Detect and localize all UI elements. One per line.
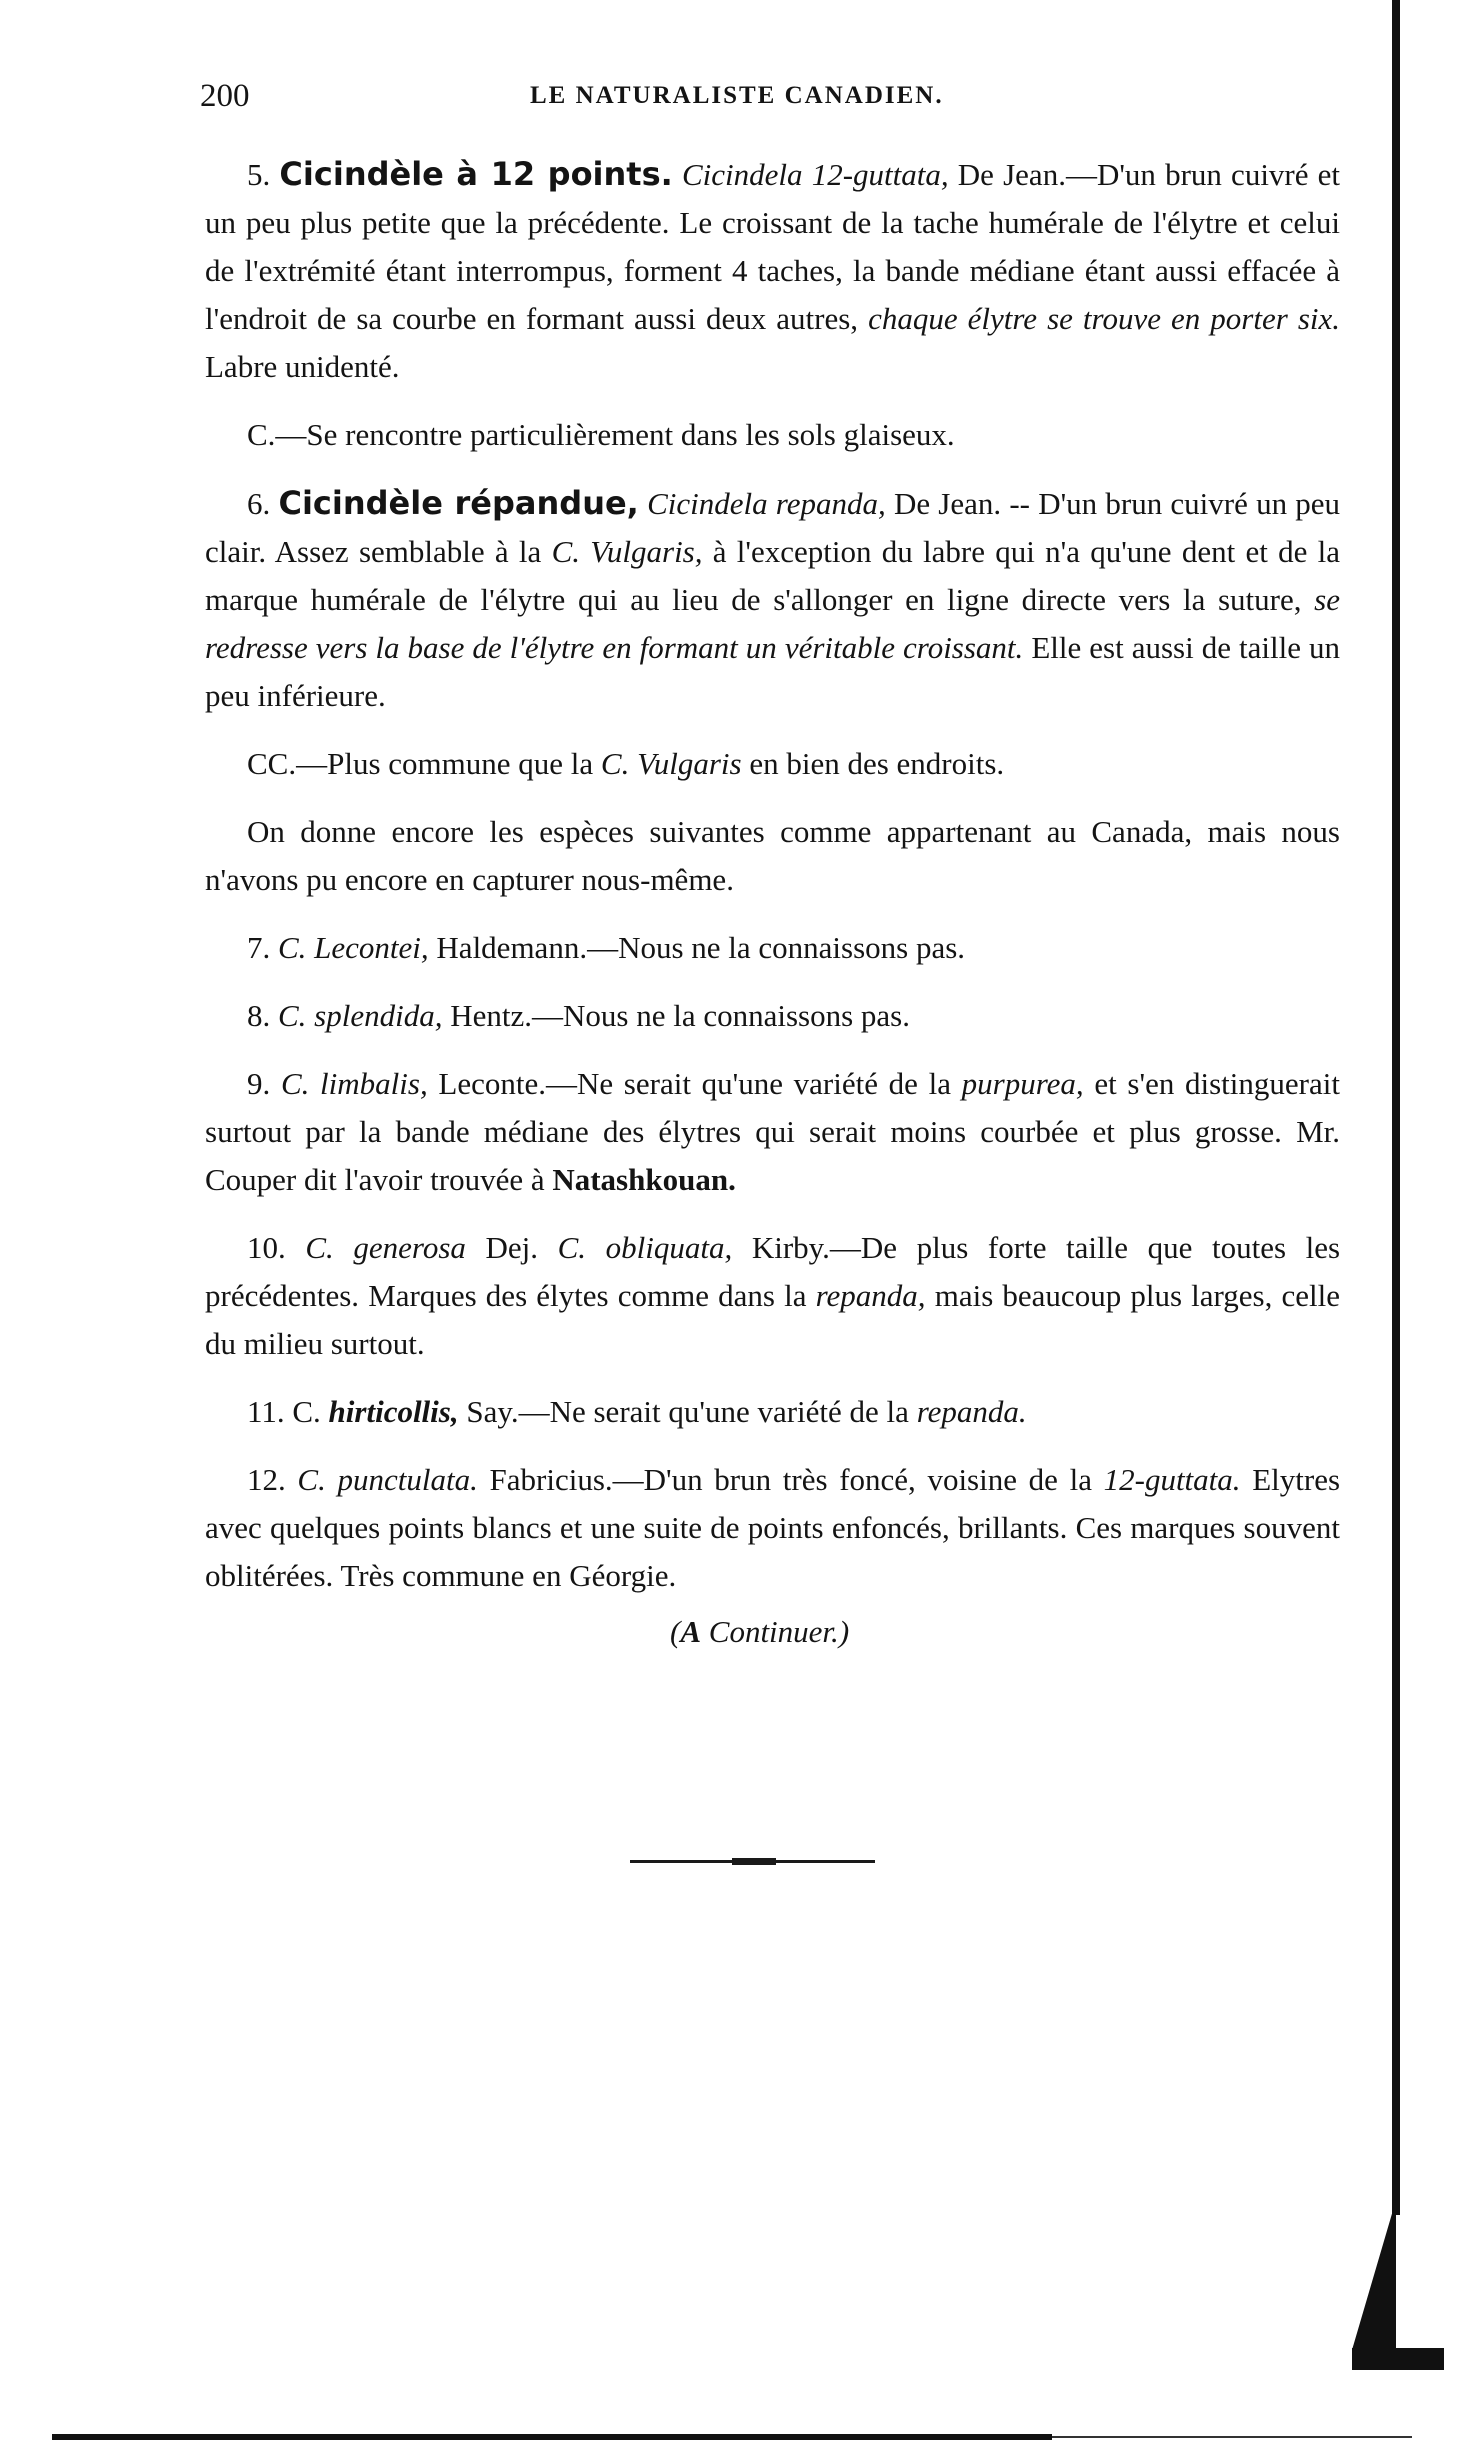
entry-5-number: 5. [247, 157, 271, 192]
section-end-rule [630, 1860, 875, 1863]
entry-8-number: 8. [247, 998, 271, 1033]
scan-edge-bottom [52, 2434, 1052, 2440]
scan-edge-right-base [1352, 2348, 1444, 2370]
scan-edge-right-foot [1352, 2200, 1396, 2350]
entry-8 [205, 992, 1340, 1040]
entry-5-text: De Jean.—D'un brun cuivré et un peu plus petite que la précédente. Le croissant de la tache humérale de l'élytre et celui de l'extrémité étant interrompus, forment 4 taches, la bande médiane étant aussi effacée à l'endroit de sa courbe en formant aussi deux autres, [205, 157, 1341, 336]
to-be-continued-open: ( [670, 1614, 681, 1649]
entry-11-reference: repanda. [916, 1394, 1027, 1429]
entry-10-author: Dej. [485, 1230, 539, 1265]
entry-5 [205, 150, 1340, 391]
entry-5-latin: Cicindela [681, 157, 803, 192]
entry-9-text-end: et s'en distinguerait surtout par la bande médiane des élytres qui serait moins courbée et plus grosse. Mr. Couper dit l'avoir trouvée à [205, 1066, 1340, 1197]
entry-6-occurrence [205, 740, 1340, 788]
entry-11-text: Say.—Ne serait qu'une variété de la [466, 1394, 909, 1429]
entry-10 [205, 1224, 1340, 1368]
entry-6-occurrence-text-end: en bien des endroits. [749, 746, 1005, 781]
page-number: 200 [200, 78, 250, 114]
other-species-note: On donne encore les espèces suivantes comme appartenant au Canada, mais nous n'avons pu encore en capturer nous-même. [205, 814, 1340, 897]
entry-10-name: C. generosa [305, 1230, 466, 1265]
entry-12-name: C. punctulata. [297, 1462, 478, 1497]
entry-10-reference: repanda, [815, 1278, 926, 1313]
entry-6 [205, 479, 1340, 720]
to-be-continued [205, 1608, 1340, 1656]
entry-5-latin-epithet: 12-guttata, [811, 157, 949, 192]
running-title: LE NATURALISTE CANADIEN. [530, 82, 944, 109]
entry-9-name: C. limbalis, [280, 1066, 428, 1101]
entry-6-reference: C. Vulgaris, [551, 534, 703, 569]
entry-6-occurrence-reference: C. Vulgaris [600, 746, 742, 781]
entry-10-text: Kirby.—De plus forte taille que toutes les précédentes. Marques des élytes comme dans la [205, 1230, 1341, 1313]
entry-12 [205, 1456, 1340, 1600]
entry-11 [205, 1388, 1340, 1436]
entry-9-place: Natashkouan. [552, 1162, 736, 1197]
entry-6-name: Cicindèle répandue, [278, 484, 639, 522]
entry-12-text: Fabricius.—D'un brun très foncé, voisine de la [489, 1462, 1092, 1497]
entry-10-synonym: C. obliquata, [557, 1230, 733, 1265]
entry-7 [205, 924, 1340, 972]
article-body [205, 150, 1340, 1656]
entry-12-number: 12. [247, 1462, 286, 1497]
entry-8-text: Hentz.—Nous ne la connaissons pas. [450, 998, 910, 1033]
entry-5-italic: chaque élytre se trouve en porter six. [868, 301, 1340, 336]
to-be-continued-a: A [680, 1614, 702, 1649]
to-be-continued-close: ) [838, 1614, 850, 1649]
entry-11-name: hirticollis, [328, 1394, 459, 1429]
entry-6-text-end: Elle est aussi de taille un peu inférieure. [205, 630, 1340, 713]
entry-8-name: C. splendida, [278, 998, 443, 1033]
entry-6-occurrence-text: CC.—Plus commune que la [247, 746, 594, 781]
entry-10-number: 10. [247, 1230, 286, 1265]
entry-9-text: Leconte.—Ne serait qu'une variété de la [438, 1066, 951, 1101]
entry-9-number: 9. [247, 1066, 271, 1101]
entry-9-reference: purpurea, [961, 1066, 1084, 1101]
entry-11-number: 11. [247, 1394, 285, 1429]
page-header [200, 78, 1330, 122]
entry-10-text-end: mais beaucoup plus larges, celle du milieu surtout. [205, 1278, 1341, 1361]
entry-5-name: Cicindèle à 12 points. [279, 155, 673, 193]
scan-edge-right [1392, 0, 1400, 2215]
entry-6-number: 6. [247, 486, 271, 521]
entry-7-number: 7. [247, 930, 271, 965]
entry-6-italic: se redresse vers la base de l'élytre en formant un véritable croissant. [205, 582, 1340, 665]
entry-11-genus: C. [292, 1394, 321, 1429]
to-be-continued-word: Continuer. [708, 1614, 839, 1649]
entry-9 [205, 1060, 1340, 1204]
entry-6-latin: Cicindela repanda, [647, 486, 886, 521]
entry-6-text-mid: à l'exception du labre qui n'a qu'une dent et de la marque humérale de l'élytre qui au lieu de s'allonger en ligne directe vers la suture, [205, 534, 1340, 617]
entry-7-name: C. Lecontei, [278, 930, 429, 965]
entry-12-reference: 12-guttata. [1103, 1462, 1241, 1497]
entry-12-text-end: Elytres avec quelques points blancs et une suite de points enfoncés, brillants. Ces marques souvent oblitérées. Très commune en Géorgie. [205, 1462, 1341, 1593]
scan-edge-bottom-thin [1052, 2436, 1412, 2438]
entry-6-text: De Jean. -- D'un brun cuivré un peu clair. Assez semblable à la [205, 486, 1341, 569]
entry-5-text-end: Labre unidenté. [205, 349, 400, 384]
entry-5-occurrence: C.—Se rencontre particulièrement dans les sols glaiseux. [247, 417, 955, 452]
entry-7-text: Haldemann.—Nous ne la connaissons pas. [436, 930, 966, 965]
